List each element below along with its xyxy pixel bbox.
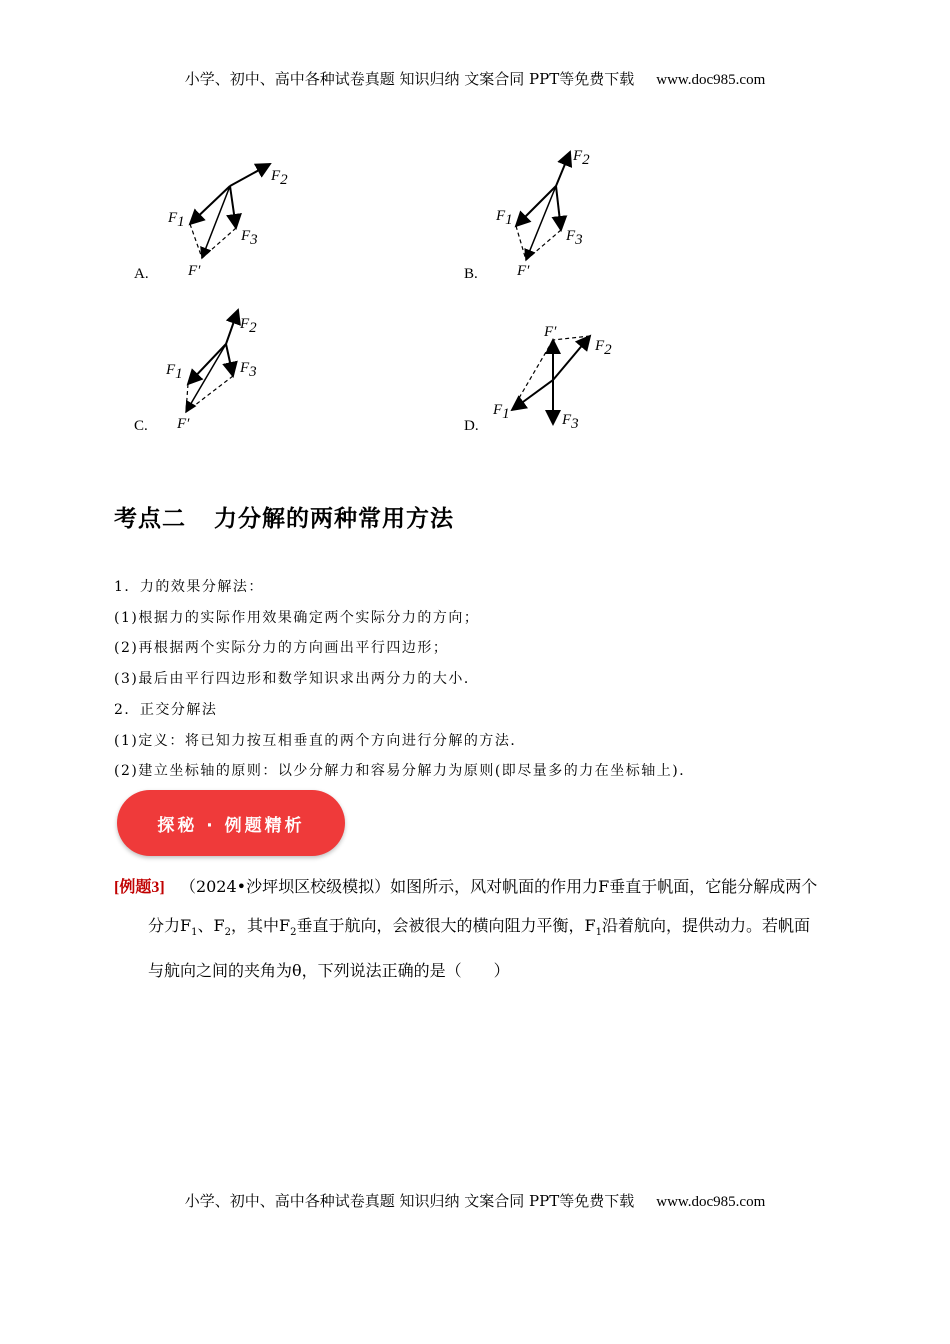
list-line: (2)再根据两个实际分力的方向画出平行四边形； <box>114 640 449 657</box>
list-line: 2．正交分解法 <box>114 701 218 718</box>
example-source: （2024•沙坪坝区校级模拟）如图所示，风对帆面的作用力F垂直于帆面，它能分解成两个 <box>179 877 818 896</box>
example-line-3: 与航向之间的夹角为θ，下列说法正确的是（ ） <box>148 961 510 981</box>
footer-site: www.doc985.com <box>656 1194 766 1210</box>
force-diagram-a <box>130 140 330 290</box>
label-f2: F2 <box>573 148 590 168</box>
force-diagram-b <box>460 140 660 290</box>
label-f2: F2 <box>271 168 288 188</box>
label-f1: F1 <box>168 210 185 230</box>
label-f1: F1 <box>493 402 510 422</box>
option-label: B. <box>464 266 478 282</box>
method-list <box>114 572 695 787</box>
example-line-2: 分力$F_1$、$F_2$，其中$F_2$垂直于航向，会被很大的横向阻力平衡，$F_1$沿着航向，提供动力。若帆面 <box>148 916 810 939</box>
option-c[interactable] <box>130 300 330 440</box>
label-f3: F3 <box>240 360 257 380</box>
footer-text: 小学、初中、高中各种试卷真题 知识归纳 文案合同 PPT等免费下载 <box>184 1192 635 1210</box>
example-line-1 <box>114 868 844 907</box>
list-line: 1．力的效果分解法： <box>114 579 264 595</box>
option-label: D. <box>464 418 479 434</box>
header-text: 小学、初中、高中各种试卷真题 知识归纳 文案合同 PPT等免费下载 <box>184 70 635 88</box>
label-fprime: F′ <box>544 324 557 340</box>
label-f2: F2 <box>240 316 257 336</box>
label-f3: F3 <box>562 412 579 432</box>
label-f3: F3 <box>566 228 583 248</box>
list-line: (2)建立坐标轴的原则：以少分解力和容易分解力为原则(即尽量多的力在坐标轴上)． <box>114 763 695 780</box>
label-f1: F1 <box>496 208 513 228</box>
label-f2: F2 <box>595 338 612 358</box>
list-line: (1)定义：将已知力按互相垂直的两个方向进行分解的方法． <box>114 732 526 749</box>
page-footer <box>0 1190 950 1211</box>
option-d[interactable] <box>460 300 660 440</box>
banner-text: 探秘 · 例题精析 <box>157 815 305 836</box>
label-f1: F1 <box>166 362 183 382</box>
label-fprime: F′ <box>517 263 530 279</box>
header-site: www.doc985.com <box>656 72 766 88</box>
label-f3: F3 <box>241 228 258 248</box>
section-number: 考点二 <box>114 506 186 532</box>
option-b[interactable] <box>460 140 660 290</box>
example-tag: [例题3] <box>114 879 165 896</box>
page-header <box>0 68 950 89</box>
list-line: (3)最后由平行四边形和数学知识求出两分力的大小． <box>114 671 480 688</box>
label-fprime: F′ <box>177 416 190 432</box>
section-title <box>114 500 454 533</box>
example-banner <box>117 790 345 856</box>
option-a[interactable] <box>130 140 330 290</box>
label-fprime: F′ <box>188 263 201 279</box>
force-diagram-d <box>460 300 660 440</box>
option-label: C. <box>134 418 148 434</box>
example-question <box>114 868 844 990</box>
section-name: 力分解的两种常用方法 <box>214 506 454 532</box>
list-line: (1)根据力的实际作用效果确定两个实际分力的方向； <box>114 609 480 626</box>
option-label: A. <box>134 266 149 282</box>
force-diagram-c <box>130 300 330 440</box>
